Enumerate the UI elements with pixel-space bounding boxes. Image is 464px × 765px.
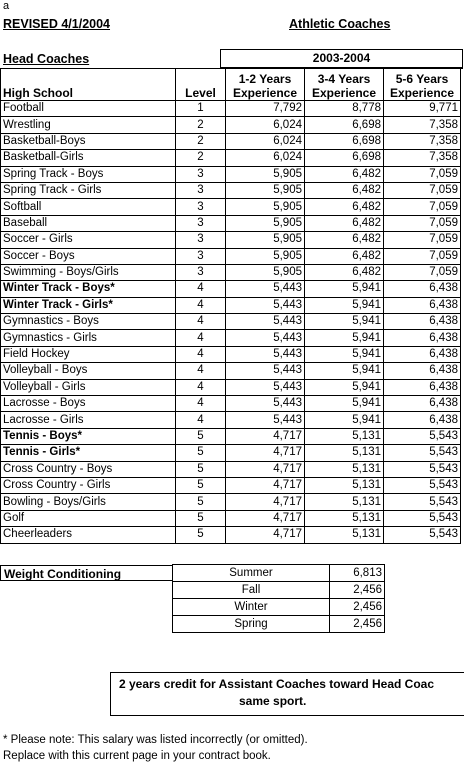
- salary-1-2-cell: 5,905: [226, 264, 305, 280]
- salary-1-2-cell: 4,717: [226, 527, 305, 543]
- salary-3-4-cell: 5,131: [305, 461, 384, 477]
- sport-cell: Swimming - Boys/Girls: [1, 264, 176, 280]
- level-cell: 5: [176, 477, 226, 493]
- salary-1-2-cell: 5,443: [226, 379, 305, 395]
- salary-1-2-cell: 4,717: [226, 428, 305, 444]
- year-header: 2003-2004: [220, 49, 463, 69]
- salary-3-4-cell: 6,698: [305, 150, 384, 166]
- season-cell: Spring: [173, 616, 330, 633]
- salary-5-6-cell: 7,358: [384, 133, 461, 149]
- salary-1-2-cell: 5,905: [226, 248, 305, 264]
- salary-1-2-cell: 6,024: [226, 150, 305, 166]
- level-cell: 4: [176, 330, 226, 346]
- season-value-cell: 6,813: [330, 565, 385, 582]
- season-cell: Summer: [173, 565, 330, 582]
- salary-1-2-cell: 6,024: [226, 117, 305, 133]
- salary-3-4-cell: 6,482: [305, 199, 384, 215]
- level-cell: 5: [176, 428, 226, 444]
- salary-1-2-cell: 5,443: [226, 363, 305, 379]
- salary-3-4-cell: 6,482: [305, 248, 384, 264]
- salary-5-6-cell: 5,543: [384, 477, 461, 493]
- sport-cell: Cheerleaders: [1, 527, 176, 543]
- table-row: [1, 510, 461, 526]
- salary-1-2-cell: 4,717: [226, 477, 305, 493]
- table-row: [1, 232, 461, 248]
- table-row: [1, 248, 461, 264]
- sport-cell: Tennis - Girls*: [1, 445, 176, 461]
- salary-5-6-cell: 7,358: [384, 150, 461, 166]
- salary-3-4-cell: 6,482: [305, 264, 384, 280]
- sport-cell: Spring Track - Girls: [1, 182, 176, 198]
- salary-1-2-cell: 5,443: [226, 396, 305, 412]
- sport-cell: Gymnastics - Girls: [1, 330, 176, 346]
- salary-1-2-cell: 5,905: [226, 166, 305, 182]
- credit-notice-box: [110, 672, 464, 716]
- level-cell: 5: [176, 494, 226, 510]
- table-row: [1, 428, 461, 444]
- table-row: [1, 445, 461, 461]
- level-cell: 4: [176, 314, 226, 330]
- salary-5-6-cell: 5,543: [384, 461, 461, 477]
- salary-3-4-cell: 5,941: [305, 314, 384, 330]
- salary-5-6-cell: 7,059: [384, 232, 461, 248]
- salary-5-6-cell: 7,059: [384, 215, 461, 231]
- salary-5-6-cell: 5,543: [384, 527, 461, 543]
- table-row: [1, 101, 461, 117]
- table-header-row: [1, 69, 461, 101]
- footnote-line1: * Please note: This salary was listed incorrectly (or omitted).: [3, 734, 308, 746]
- salary-5-6-cell: 7,358: [384, 117, 461, 133]
- credit-notice-line2: same sport.: [239, 694, 307, 708]
- salary-5-6-cell: 6,438: [384, 412, 461, 428]
- level-cell: 4: [176, 379, 226, 395]
- salary-3-4-cell: 5,131: [305, 510, 384, 526]
- level-cell: 3: [176, 166, 226, 182]
- salary-3-4-cell: 5,941: [305, 346, 384, 362]
- salary-5-6-cell: 6,438: [384, 396, 461, 412]
- salary-5-6-cell: 5,543: [384, 510, 461, 526]
- salary-3-4-cell: 6,482: [305, 232, 384, 248]
- season-value-cell: 2,456: [330, 582, 385, 599]
- table-row: [1, 396, 461, 412]
- table-row: [1, 314, 461, 330]
- salary-3-4-cell: 5,131: [305, 445, 384, 461]
- table-row: [1, 363, 461, 379]
- salary-3-4-cell: 5,131: [305, 428, 384, 444]
- salary-5-6-cell: 7,059: [384, 166, 461, 182]
- salary-5-6-cell: 6,438: [384, 297, 461, 313]
- table-row: [1, 166, 461, 182]
- salary-3-4-cell: 6,482: [305, 215, 384, 231]
- table-row: [1, 182, 461, 198]
- level-cell: 1: [176, 101, 226, 117]
- salary-3-4-cell: 5,941: [305, 412, 384, 428]
- salary-3-4-cell: 5,941: [305, 281, 384, 297]
- table-row: [1, 215, 461, 231]
- corner-mark: a: [3, 0, 10, 12]
- level-cell: 5: [176, 461, 226, 477]
- level-cell: 4: [176, 281, 226, 297]
- sport-cell: Gymnastics - Boys: [1, 314, 176, 330]
- sport-cell: Tennis - Boys*: [1, 428, 176, 444]
- sport-cell: Volleyball - Boys: [1, 363, 176, 379]
- salary-3-4-cell: 6,698: [305, 117, 384, 133]
- sport-cell: Cross Country - Girls: [1, 477, 176, 493]
- salary-5-6-cell: 7,059: [384, 248, 461, 264]
- season-value-cell: 2,456: [330, 616, 385, 633]
- salary-1-2-cell: 5,443: [226, 297, 305, 313]
- salary-3-4-cell: 6,482: [305, 166, 384, 182]
- salary-3-4-cell: 8,778: [305, 101, 384, 117]
- table-row: [1, 346, 461, 362]
- table-row: [1, 133, 461, 149]
- salary-5-6-cell: 5,543: [384, 428, 461, 444]
- table-row: [1, 330, 461, 346]
- weight-conditioning-table: [172, 564, 385, 633]
- season-value-cell: 2,456: [330, 599, 385, 616]
- table-row: [1, 117, 461, 133]
- level-cell: 3: [176, 182, 226, 198]
- sport-cell: Spring Track - Boys: [1, 166, 176, 182]
- sport-cell: Lacrosse - Boys: [1, 396, 176, 412]
- salary-1-2-cell: 5,905: [226, 182, 305, 198]
- weight-row: [173, 616, 385, 633]
- level-cell: 4: [176, 297, 226, 313]
- weight-row: [173, 599, 385, 616]
- salary-5-6-cell: 6,438: [384, 281, 461, 297]
- level-cell: 3: [176, 232, 226, 248]
- salary-5-6-cell: 6,438: [384, 379, 461, 395]
- revised-date: REVISED 4/1/2004: [3, 17, 111, 31]
- salary-3-4-cell: 5,131: [305, 527, 384, 543]
- season-cell: Fall: [173, 582, 330, 599]
- salary-5-6-cell: 6,438: [384, 346, 461, 362]
- weight-row: [173, 582, 385, 599]
- sport-cell: Lacrosse - Girls: [1, 412, 176, 428]
- salary-1-2-cell: 7,792: [226, 101, 305, 117]
- salary-3-4-cell: 5,941: [305, 330, 384, 346]
- salary-3-4-cell: 5,941: [305, 363, 384, 379]
- credit-notice-line1: 2 years credit for Assistant Coaches toward Head Coac: [119, 677, 434, 691]
- table-row: [1, 281, 461, 297]
- salary-3-4-cell: 5,941: [305, 379, 384, 395]
- level-cell: 4: [176, 396, 226, 412]
- salary-1-2-cell: 4,717: [226, 461, 305, 477]
- salary-5-6-cell: 5,543: [384, 445, 461, 461]
- level-cell: 2: [176, 133, 226, 149]
- weight-conditioning-label: Weight Conditioning: [0, 565, 172, 581]
- col-header-level: Level: [176, 69, 226, 101]
- salary-3-4-cell: 6,482: [305, 182, 384, 198]
- table-row: [1, 199, 461, 215]
- sport-cell: Cross Country - Boys: [1, 461, 176, 477]
- level-cell: 3: [176, 215, 226, 231]
- salary-table: [0, 68, 461, 544]
- salary-5-6-cell: 7,059: [384, 199, 461, 215]
- page-title: Athletic Coaches: [289, 17, 391, 31]
- sport-cell: Golf: [1, 510, 176, 526]
- level-cell: 5: [176, 445, 226, 461]
- sport-cell: Softball: [1, 199, 176, 215]
- table-row: [1, 477, 461, 493]
- sport-cell: Winter Track - Boys*: [1, 281, 176, 297]
- level-cell: 3: [176, 199, 226, 215]
- level-cell: 3: [176, 248, 226, 264]
- level-cell: 3: [176, 264, 226, 280]
- sport-cell: Basketball-Girls: [1, 150, 176, 166]
- salary-1-2-cell: 5,443: [226, 346, 305, 362]
- table-row: [1, 297, 461, 313]
- salary-1-2-cell: 4,717: [226, 510, 305, 526]
- table-row: [1, 412, 461, 428]
- level-cell: 4: [176, 412, 226, 428]
- salary-5-6-cell: 6,438: [384, 314, 461, 330]
- salary-1-2-cell: 5,443: [226, 281, 305, 297]
- salary-5-6-cell: 6,438: [384, 363, 461, 379]
- salary-1-2-cell: 5,905: [226, 215, 305, 231]
- salary-3-4-cell: 5,941: [305, 297, 384, 313]
- salary-1-2-cell: 5,905: [226, 199, 305, 215]
- level-cell: 5: [176, 510, 226, 526]
- salary-3-4-cell: 5,131: [305, 494, 384, 510]
- col-header-school: High School: [1, 69, 176, 101]
- col-header-exp2: 3-4 Years Experience: [305, 69, 384, 101]
- level-cell: 5: [176, 527, 226, 543]
- salary-3-4-cell: 6,698: [305, 133, 384, 149]
- sport-cell: Football: [1, 101, 176, 117]
- salary-1-2-cell: 4,717: [226, 494, 305, 510]
- table-row: [1, 527, 461, 543]
- season-cell: Winter: [173, 599, 330, 616]
- salary-5-6-cell: 9,771: [384, 101, 461, 117]
- sport-cell: Wrestling: [1, 117, 176, 133]
- salary-1-2-cell: 5,443: [226, 412, 305, 428]
- salary-1-2-cell: 4,717: [226, 445, 305, 461]
- level-cell: 4: [176, 346, 226, 362]
- table-row: [1, 494, 461, 510]
- section-label: Head Coaches: [3, 52, 90, 66]
- weight-row: [173, 565, 385, 582]
- level-cell: 4: [176, 363, 226, 379]
- salary-1-2-cell: 5,905: [226, 232, 305, 248]
- salary-1-2-cell: 5,443: [226, 314, 305, 330]
- table-row: [1, 150, 461, 166]
- sport-cell: Basketball-Boys: [1, 133, 176, 149]
- sport-cell: Soccer - Girls: [1, 232, 176, 248]
- table-row: [1, 379, 461, 395]
- table-row: [1, 264, 461, 280]
- col-header-exp1: 1-2 Years Experience: [226, 69, 305, 101]
- sport-cell: Soccer - Boys: [1, 248, 176, 264]
- level-cell: 2: [176, 150, 226, 166]
- salary-5-6-cell: 7,059: [384, 264, 461, 280]
- salary-3-4-cell: 5,131: [305, 477, 384, 493]
- level-cell: 2: [176, 117, 226, 133]
- salary-5-6-cell: 5,543: [384, 494, 461, 510]
- sport-cell: Winter Track - Girls*: [1, 297, 176, 313]
- footnote-line2: Replace with this current page in your contract book.: [3, 750, 271, 762]
- salary-1-2-cell: 5,443: [226, 330, 305, 346]
- salary-5-6-cell: 6,438: [384, 330, 461, 346]
- table-row: [1, 461, 461, 477]
- col-header-exp3: 5-6 Years Experience: [384, 69, 461, 101]
- salary-5-6-cell: 7,059: [384, 182, 461, 198]
- salary-1-2-cell: 6,024: [226, 133, 305, 149]
- sport-cell: Volleyball - Girls: [1, 379, 176, 395]
- sport-cell: Baseball: [1, 215, 176, 231]
- salary-3-4-cell: 5,941: [305, 396, 384, 412]
- sport-cell: Bowling - Boys/Girls: [1, 494, 176, 510]
- sport-cell: Field Hockey: [1, 346, 176, 362]
